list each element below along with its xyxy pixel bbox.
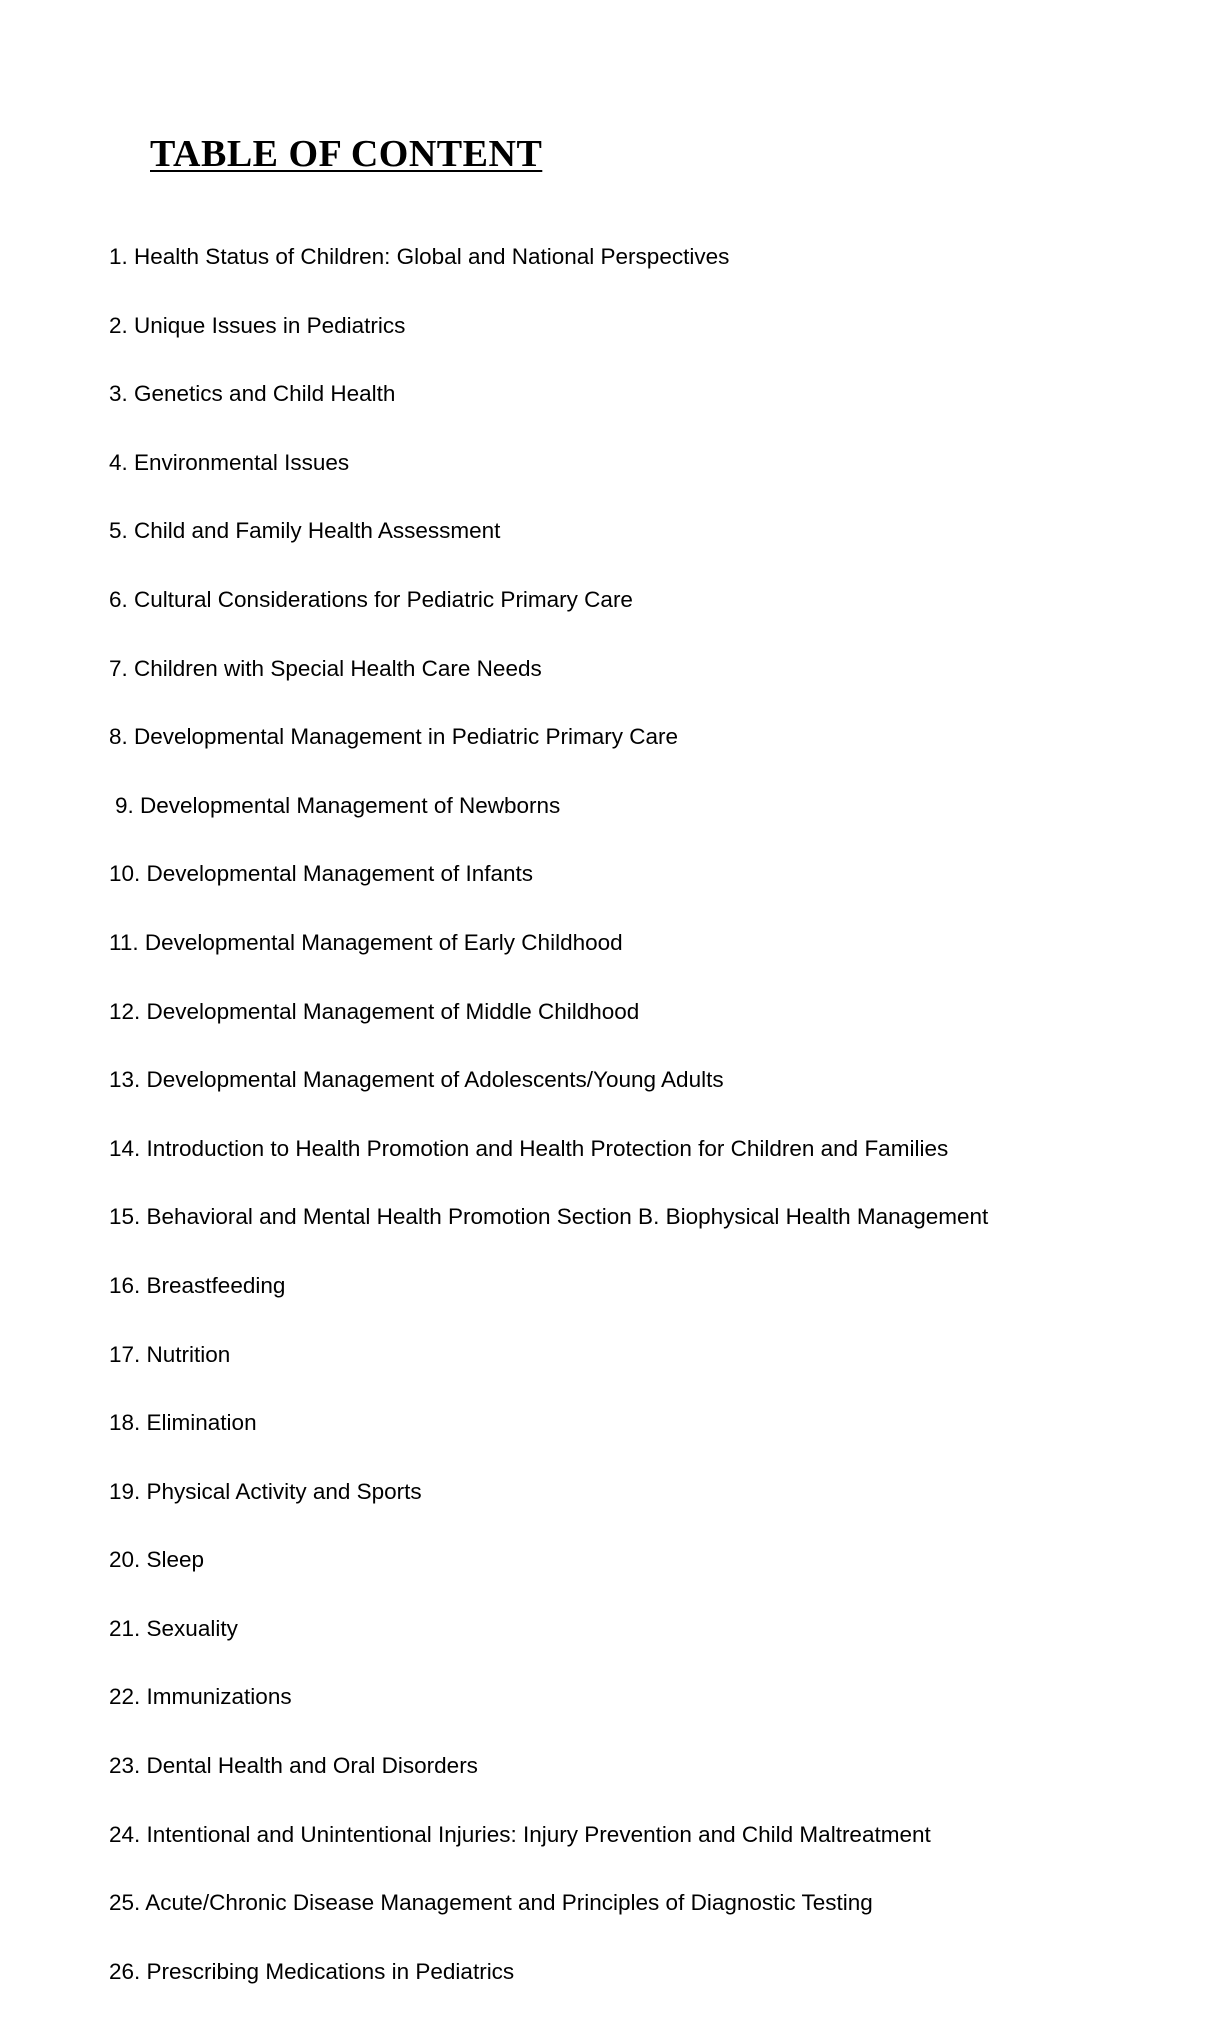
toc-entry-20: 20. Sleep (109, 1547, 205, 1573)
toc-entry-10: 10. Developmental Management of Infants (109, 861, 534, 887)
toc-entry-1: 1. Health Status of Children: Global and National Perspectives (109, 244, 730, 269)
toc-entry-18: 18. Elimination (109, 1410, 257, 1436)
toc-entry-24: 24. Intentional and Unintentional Injuries: Injury Prevention and Child Maltreatment (109, 1821, 931, 1847)
toc-entry-6: 6. Cultural Considerations for Pediatric Primary Care (109, 586, 633, 612)
toc-entry-2: 2. Unique Issues in Pediatrics (109, 312, 406, 338)
toc-list (109, 242, 988, 2025)
toc-entry-12: 12. Developmental Management of Middle Childhood (109, 998, 640, 1024)
toc-entry-5: 5. Child and Family Health Assessment (109, 518, 501, 544)
toc-entry-21: 21. Sexuality (109, 1615, 238, 1641)
toc-entry-7: 7. Children with Special Health Care Needs (109, 655, 542, 681)
toc-entry-14: 14. Introduction to Health Promotion and Health Protection for Children and Families (109, 1135, 949, 1161)
toc-entry-8: 8. Developmental Management in Pediatric Primary Care (109, 724, 679, 750)
toc-entry-13: 13. Developmental Management of Adolescents/Young Adults (109, 1067, 724, 1093)
toc-entry-26: 26. Prescribing Medications in Pediatrics (109, 1958, 515, 1984)
toc-entry-15: 15. Behavioral and Mental Health Promotion Section B. Biophysical Health Management (109, 1204, 989, 1230)
toc-entry-25: 25. Acute/Chronic Disease Management and Principles of Diagnostic Testing (109, 1890, 873, 1916)
toc-entry-4: 4. Environmental Issues (109, 449, 350, 475)
toc-entry-11: 11. Developmental Management of Early Childhood (109, 929, 623, 955)
toc-entry-22: 22. Immunizations (109, 1684, 292, 1710)
toc-entry-17: 17. Nutrition (109, 1341, 231, 1367)
toc-entry-9: 9. Developmental Management of Newborns (115, 792, 561, 818)
toc-entry-23: 23. Dental Health and Oral Disorders (109, 1753, 478, 1779)
page-title: TABLE OF CONTENT (150, 133, 543, 175)
toc-entry-19: 19. Physical Activity and Sports (109, 1478, 422, 1504)
toc-entry-3: 3. Genetics and Child Health (109, 381, 396, 407)
toc-entry-16: 16. Breastfeeding (109, 1272, 286, 1298)
